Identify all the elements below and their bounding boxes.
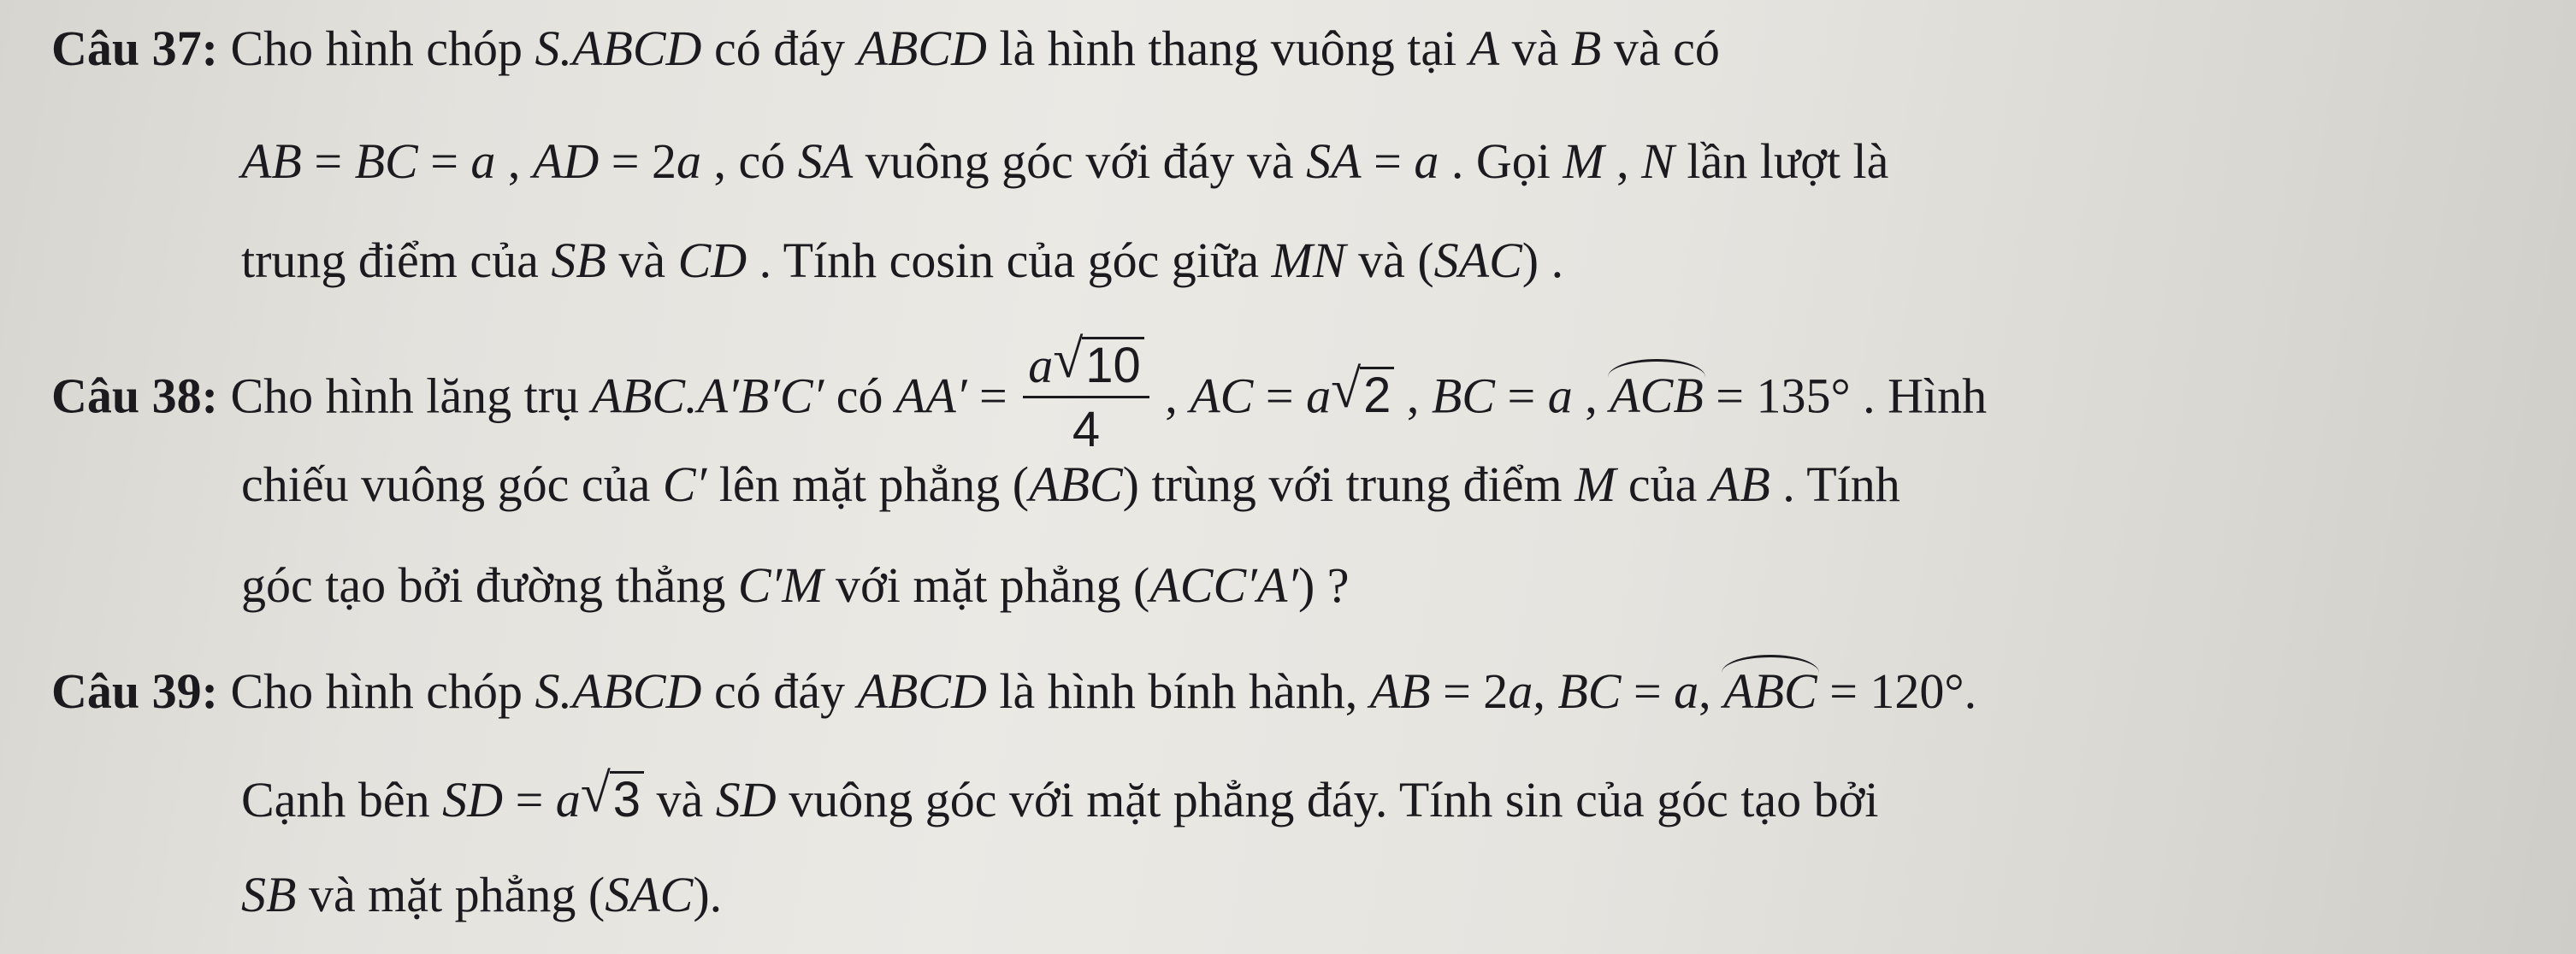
q37-line-3: trung điểm của SB và CD . Tính cosin của góc giữa MN và (SAC) .: [241, 233, 1564, 288]
q39-line-1: Câu 39: Cho hình chóp S.ABCD có đáy ABCD là hình bính hành, AB = 2a, BC = a, ABC = 120°.: [51, 663, 1977, 719]
q39-number: Câu 39:: [51, 663, 218, 719]
q38-line-2: chiếu vuông góc của C′ lên mặt phẳng (ABC) trùng với trung điểm M của AB . Tính: [241, 456, 1900, 512]
q37-line-1: [51, 21, 1720, 76]
angle-acb: ACB: [1610, 368, 1704, 424]
q38-number: Câu 38:: [51, 368, 218, 424]
q38-line-1: Câu 38: Cho hình lăng trụ ABC.A′B′C′ có AA′ = a √ 10 4 , AC = a √ 2 , BC = a , ACB = 135° . Hình: [51, 328, 1988, 457]
q37-text-1: Cho hình chóp S.ABCD có đáy ABCD là hình thang vuông tại A và B và có: [230, 21, 1720, 76]
q39-line-2: Cạnh bên SD = a √ 3 và SD vuông góc với mặt phẳng đáy. Tính sin của góc tạo bởi: [241, 763, 1879, 827]
fraction-a-sqrt10-over-4: a √ 10 4: [1023, 337, 1149, 455]
angle-abc: ABC: [1723, 663, 1817, 719]
q38-line-3: góc tạo bởi đường thẳng C′M với mặt phẳng (ACC′A′) ?: [241, 557, 1350, 613]
q37-number: Câu 37:: [51, 21, 218, 76]
q37-line-2: AB = BC = a , AD = 2a , có SA vuông góc với đáy và SA = a . Gọi M , N lần lượt là: [241, 133, 1889, 189]
q39-line-3: SB và mặt phẳng (SAC).: [241, 867, 723, 922]
